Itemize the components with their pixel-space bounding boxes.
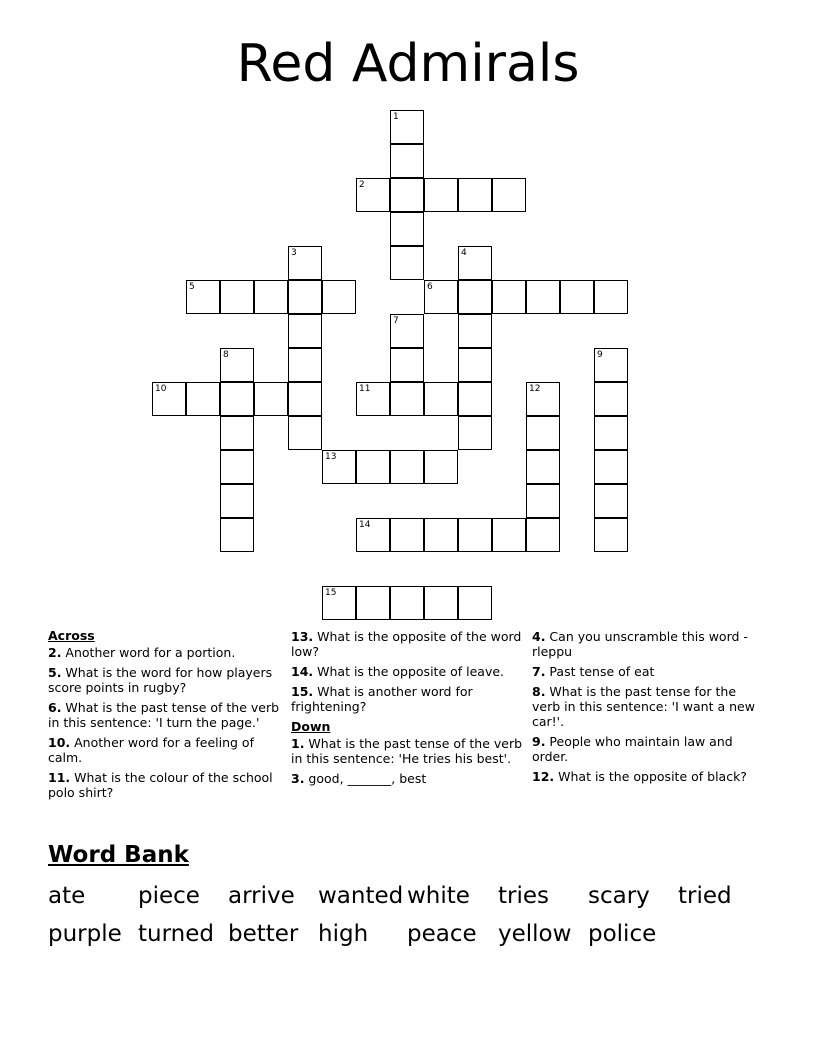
clue-text: What is the past tense of the verb in this sentence: 'I turn the page.': [48, 700, 280, 730]
grid-cell[interactable]: [254, 280, 288, 314]
grid-cell[interactable]: [458, 280, 492, 314]
clue-text: What is the past tense for the verb in this sentence: 'I want a new car!'.: [532, 684, 755, 729]
grid-cell[interactable]: [458, 586, 492, 620]
grid-cell[interactable]: [458, 314, 492, 348]
grid-cell[interactable]: [186, 280, 220, 314]
grid-cell[interactable]: [594, 382, 628, 416]
grid-cell[interactable]: [594, 518, 628, 552]
grid-cell[interactable]: [424, 450, 458, 484]
grid-cell[interactable]: [220, 348, 254, 382]
grid-cell[interactable]: [390, 450, 424, 484]
clue-number: 14.: [291, 664, 314, 679]
grid-cell[interactable]: [322, 450, 356, 484]
clue-number: 13: [325, 452, 337, 462]
clue-text: Another word for a portion.: [61, 645, 236, 660]
clue: [291, 684, 527, 714]
clue-number: 8: [223, 350, 229, 360]
clue: [532, 734, 768, 764]
clue-number: 1.: [291, 736, 305, 751]
clue-number: 14: [359, 520, 371, 530]
grid-cell[interactable]: [458, 178, 492, 212]
word-bank-item: peace: [407, 921, 477, 947]
grid-cell[interactable]: [594, 416, 628, 450]
word-bank-item: tried: [678, 883, 732, 909]
grid-cell[interactable]: [288, 246, 322, 280]
clue-number: 8.: [532, 684, 546, 699]
grid-cell[interactable]: [424, 178, 458, 212]
clue-text: People who maintain law and order.: [532, 734, 733, 764]
grid-cell[interactable]: [492, 178, 526, 212]
grid-cell[interactable]: [390, 348, 424, 382]
grid-cell[interactable]: [458, 348, 492, 382]
clue-text: Past tense of eat: [545, 664, 655, 679]
grid-cell[interactable]: [424, 518, 458, 552]
clue: [48, 770, 284, 800]
grid-cell[interactable]: [526, 484, 560, 518]
clue-number: 5.: [48, 665, 62, 680]
clue-text: Can you unscramble this word - rleppu: [532, 629, 748, 659]
grid-cell[interactable]: [390, 586, 424, 620]
grid-cell[interactable]: [288, 382, 322, 416]
grid-cell[interactable]: [322, 586, 356, 620]
across-clue-list-continued: [291, 629, 527, 714]
clue-number: 11: [359, 384, 371, 394]
grid-cell[interactable]: [390, 246, 424, 280]
grid-cell[interactable]: [390, 518, 424, 552]
word-bank-title: Word Bank: [48, 842, 189, 868]
grid-cell[interactable]: [458, 246, 492, 280]
grid-cell[interactable]: [356, 518, 390, 552]
clue-text: Another word for a feeling of calm.: [48, 735, 254, 765]
word-bank-item: purple: [48, 921, 122, 947]
grid-cell[interactable]: [458, 416, 492, 450]
grid-cell[interactable]: [526, 416, 560, 450]
down-heading: Down: [291, 719, 331, 734]
grid-cell[interactable]: [288, 280, 322, 314]
clue-number: 3.: [291, 771, 305, 786]
grid-cell[interactable]: [220, 280, 254, 314]
grid-cell[interactable]: [594, 280, 628, 314]
clue-number: 5: [189, 282, 195, 292]
clue-number: 1: [393, 112, 399, 122]
grid-cell[interactable]: [288, 348, 322, 382]
grid-cell[interactable]: [526, 518, 560, 552]
clue: [48, 735, 284, 765]
grid-cell[interactable]: [594, 484, 628, 518]
grid-cell[interactable]: [594, 450, 628, 484]
clues-column-2: [291, 629, 527, 791]
clue-number: 6: [427, 282, 433, 292]
clue: [291, 771, 527, 786]
clue-text: What is the colour of the school polo shirt?: [48, 770, 273, 800]
clue-number: 9.: [532, 734, 546, 749]
clue-text: What is the past tense of the verb in this sentence: 'He tries his best'.: [291, 736, 523, 766]
grid-cell[interactable]: [220, 518, 254, 552]
clue-text: What is the word for how players score points in rugby?: [48, 665, 273, 695]
grid-cell[interactable]: [288, 416, 322, 450]
grid-cell[interactable]: [356, 586, 390, 620]
clue-number: 15.: [291, 684, 314, 699]
clue-number: 4: [461, 248, 467, 258]
clue-number: 10: [155, 384, 167, 394]
grid-cell[interactable]: [492, 518, 526, 552]
clue-number: 12.: [532, 769, 555, 784]
grid-cell[interactable]: [526, 450, 560, 484]
clue-number: 6.: [48, 700, 62, 715]
clue: [532, 684, 768, 729]
grid-cell[interactable]: [390, 178, 424, 212]
word-bank-item: tries: [498, 883, 549, 909]
grid-cell[interactable]: [526, 382, 560, 416]
clue-number: 4.: [532, 629, 546, 644]
clue-number: 7.: [532, 664, 546, 679]
grid-cell[interactable]: [356, 450, 390, 484]
word-bank-item: white: [407, 883, 470, 909]
grid-cell[interactable]: [390, 212, 424, 246]
grid-cell[interactable]: [390, 314, 424, 348]
grid-cell[interactable]: [458, 518, 492, 552]
clue-number: 7: [393, 316, 399, 326]
clues-column-1: [48, 628, 284, 805]
grid-cell[interactable]: [424, 586, 458, 620]
word-bank-item: police: [588, 921, 657, 947]
clue: [48, 645, 284, 660]
clue-number: 15: [325, 588, 337, 598]
clue-text: What is the opposite of leave.: [313, 664, 505, 679]
clue-text: good, _______, best: [304, 771, 427, 786]
clue: [48, 665, 284, 695]
clue-number: 2.: [48, 645, 62, 660]
grid-cell[interactable]: [560, 280, 594, 314]
grid-cell[interactable]: [356, 382, 390, 416]
word-bank-item: ate: [48, 883, 86, 909]
clue-number: 13.: [291, 629, 314, 644]
word-bank-item: yellow: [498, 921, 572, 947]
clue: [48, 700, 284, 730]
clue-number: 12: [529, 384, 541, 394]
clue: [532, 629, 768, 659]
word-bank-item: high: [318, 921, 369, 947]
clue-text: What is another word for frightening?: [291, 684, 473, 714]
word-bank-item: scary: [588, 883, 650, 909]
grid-cell[interactable]: [458, 382, 492, 416]
clue-number: 10.: [48, 735, 71, 750]
down-clue-list: [291, 736, 527, 786]
grid-cell[interactable]: [356, 178, 390, 212]
clue-number: 3: [291, 248, 297, 258]
grid-cell[interactable]: [390, 144, 424, 178]
clue-text: What is the opposite of black?: [554, 769, 747, 784]
puzzle-title: Red Admirals: [236, 34, 580, 94]
grid-cell[interactable]: [424, 382, 458, 416]
grid-cell[interactable]: [186, 382, 220, 416]
clue: [532, 664, 768, 679]
grid-cell[interactable]: [288, 314, 322, 348]
clue-number: 9: [597, 350, 603, 360]
word-bank-item: turned: [138, 921, 214, 947]
clue-number: 11.: [48, 770, 71, 785]
grid-cell[interactable]: [594, 348, 628, 382]
word-bank-item: better: [228, 921, 299, 947]
clues-column-3: [532, 629, 768, 789]
down-clue-list-continued: [532, 629, 768, 784]
grid-cell[interactable]: [390, 110, 424, 144]
grid-cell[interactable]: [220, 416, 254, 450]
clue-text: What is the opposite of the word low?: [291, 629, 522, 659]
word-bank-item: arrive: [228, 883, 295, 909]
across-clue-list: [48, 645, 284, 800]
grid-cell[interactable]: [390, 382, 424, 416]
grid-cell[interactable]: [152, 382, 186, 416]
grid-cell[interactable]: [220, 450, 254, 484]
grid-cell[interactable]: [254, 382, 288, 416]
across-heading: Across: [48, 628, 95, 643]
grid-cell[interactable]: [220, 484, 254, 518]
clue: [291, 736, 527, 766]
clue-number: 2: [359, 180, 365, 190]
grid-cell[interactable]: [322, 280, 356, 314]
grid-cell[interactable]: [424, 280, 458, 314]
clue: [291, 629, 527, 659]
clue: [291, 664, 527, 679]
word-bank-item: wanted: [318, 883, 404, 909]
grid-cell[interactable]: [220, 382, 254, 416]
clue: [532, 769, 768, 784]
word-bank-item: piece: [138, 883, 200, 909]
grid-cell[interactable]: [526, 280, 560, 314]
grid-cell[interactable]: [492, 280, 526, 314]
